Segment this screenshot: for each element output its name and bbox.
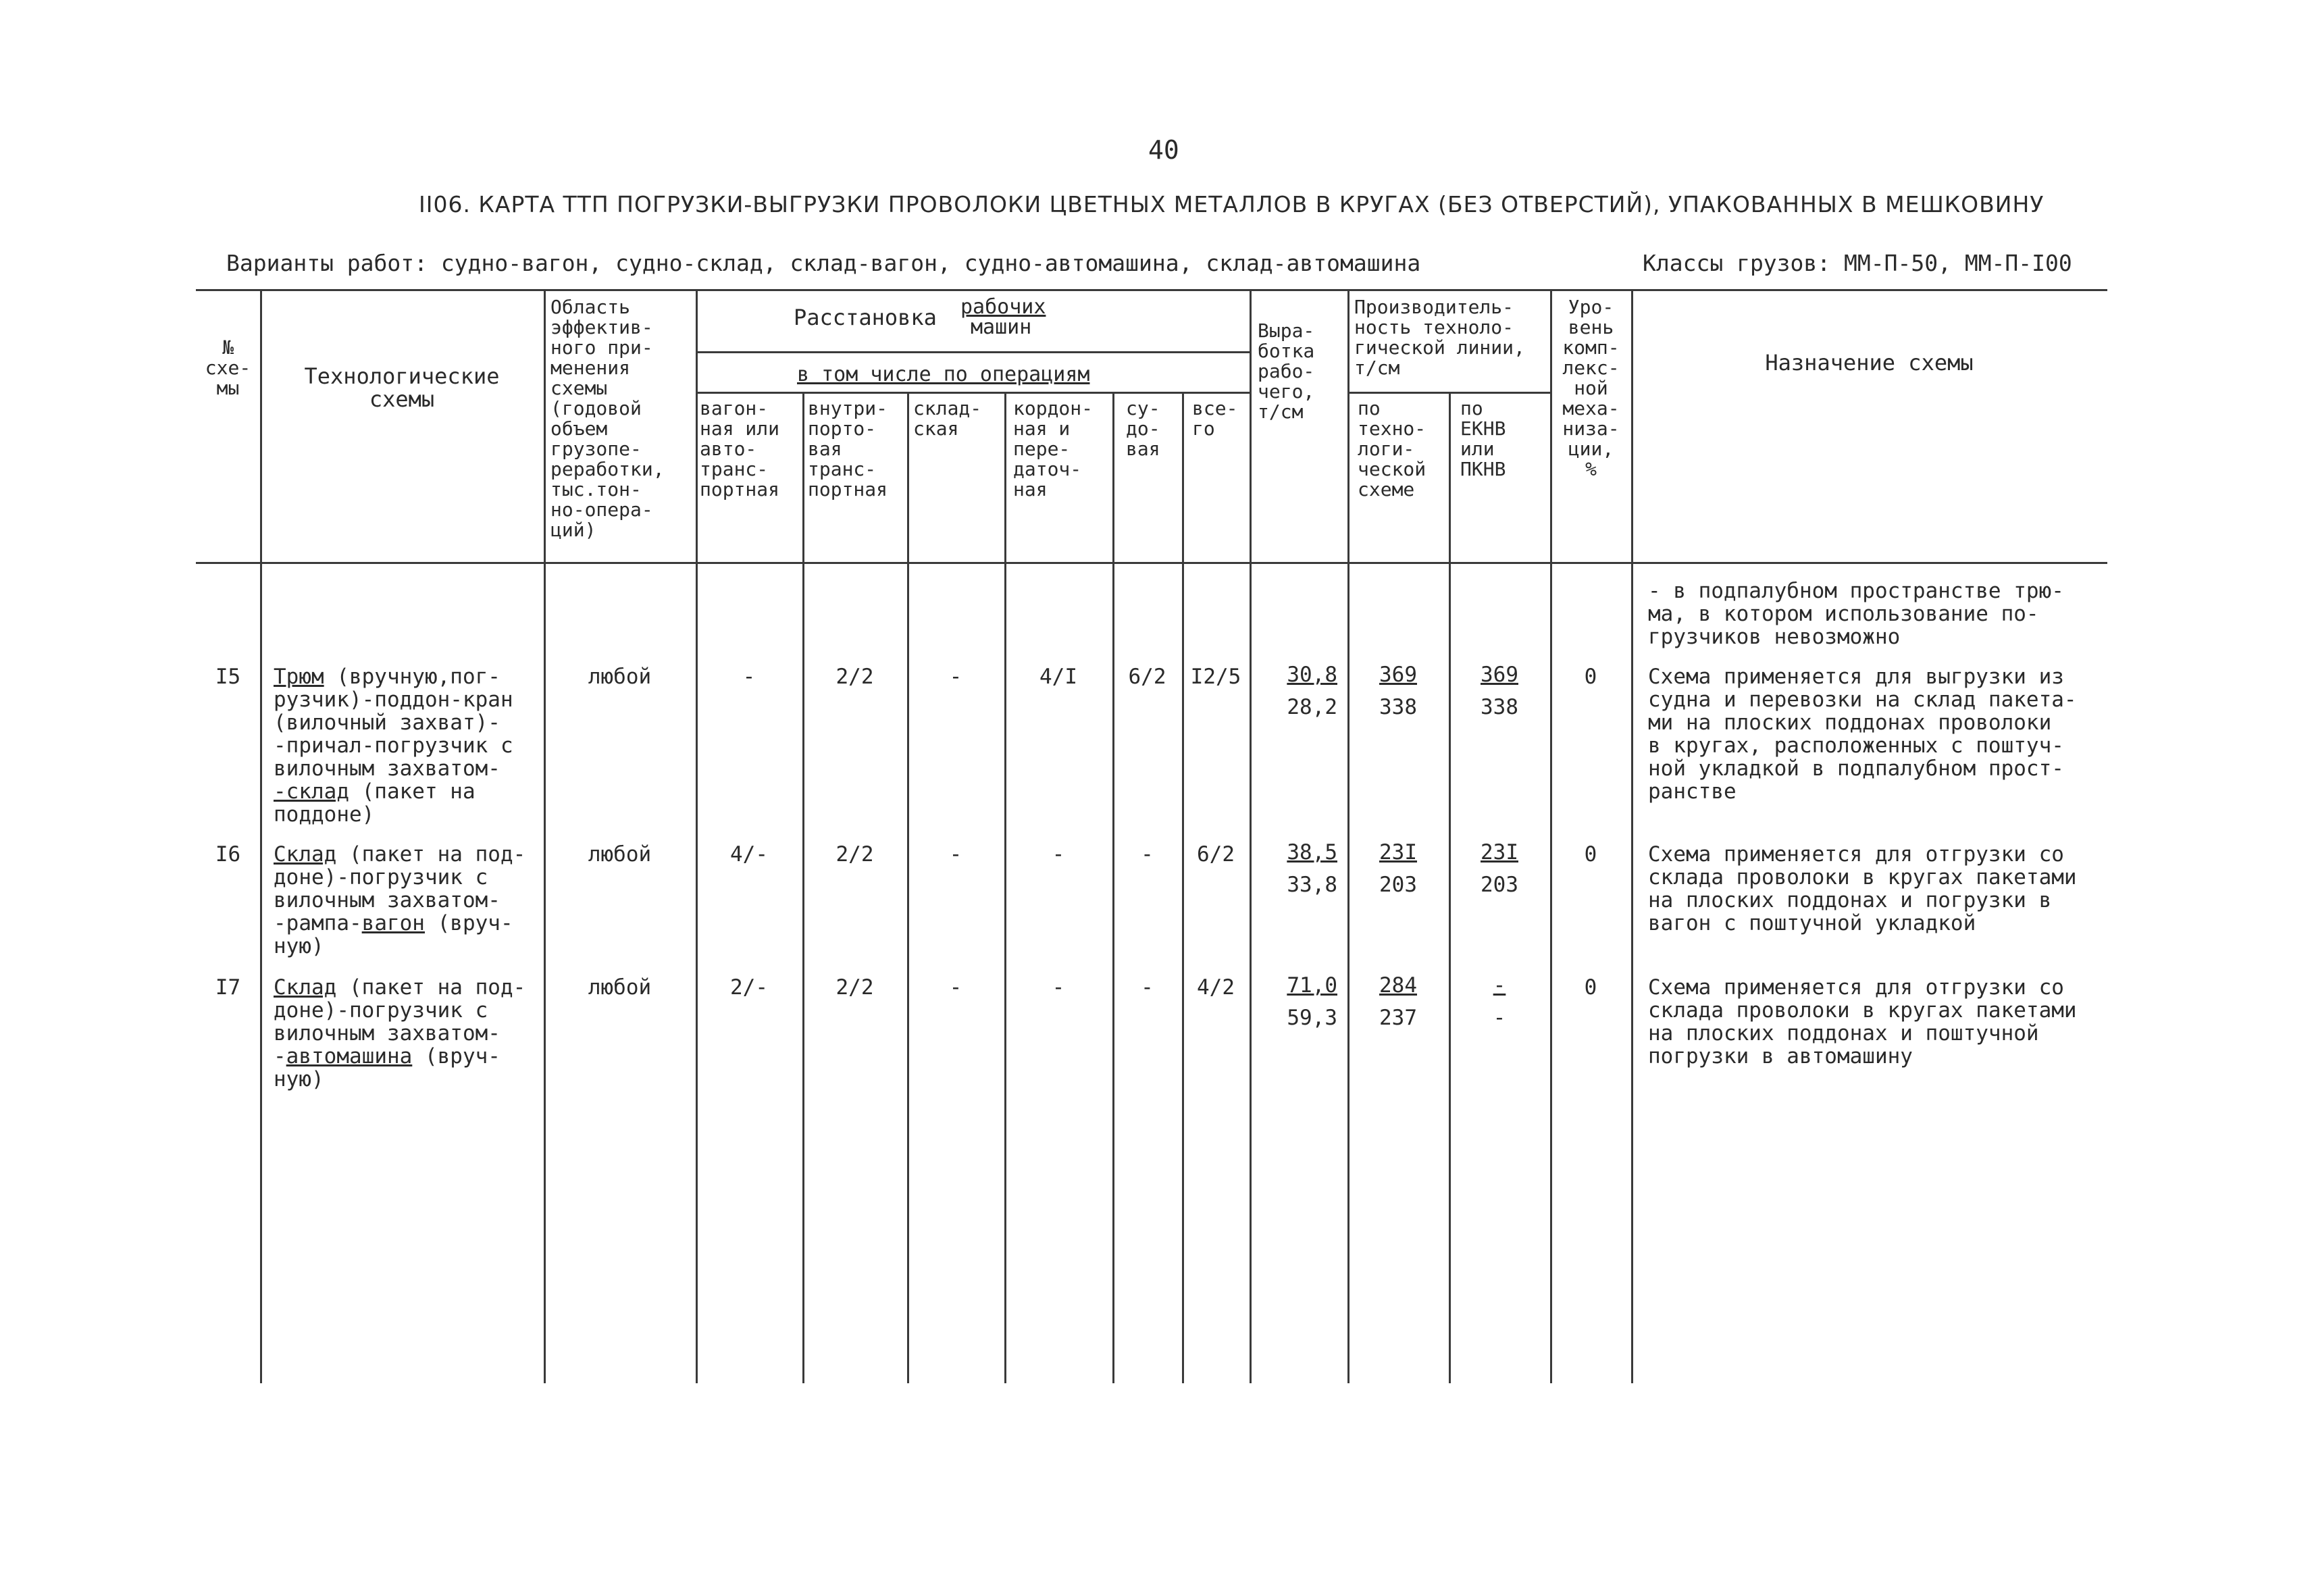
header-output: Выра- ботка рабо- чего, т/см bbox=[1258, 319, 1315, 423]
header-cordon: кордон- ная и пере- даточ- ная bbox=[1013, 397, 1094, 500]
row-productivity bbox=[1347, 659, 1449, 723]
row-mech: 0 bbox=[1584, 842, 1597, 867]
col-divider bbox=[1112, 392, 1114, 1383]
col-divider bbox=[696, 289, 698, 1383]
row-number: I5 bbox=[215, 665, 241, 689]
row-ship: - bbox=[1141, 975, 1154, 1000]
output-top: 30,8 bbox=[1287, 663, 1337, 687]
row-total: 4/2 bbox=[1197, 975, 1235, 1000]
operations-subrule bbox=[696, 392, 1250, 394]
row-warehouse: - bbox=[949, 975, 962, 1000]
cargo-classes: Классы грузов: ММ-П-50, ММ-П-I00 bbox=[1643, 250, 2072, 276]
header-machines: машин bbox=[971, 315, 1032, 339]
scheme-text: (вручную,пог- рузчик)-поддон-кран (вилочный захват)- -причал-погрузчик с вилочным захватом- bbox=[274, 665, 513, 781]
row-scheme bbox=[274, 976, 525, 1091]
col-divider bbox=[1004, 392, 1006, 1383]
page-number: 40 bbox=[1148, 135, 1179, 165]
ekhnv-top: 369 bbox=[1481, 663, 1518, 687]
row-area: любой bbox=[588, 665, 652, 689]
prod-top: 23I bbox=[1379, 840, 1417, 865]
header-purpose: Назначение схемы bbox=[1765, 350, 1974, 376]
row-scheme bbox=[274, 665, 513, 826]
header-by-ekhnv: по ЕКНВ или ПКНВ bbox=[1460, 397, 1506, 480]
row-intraport: 2/2 bbox=[835, 975, 874, 1000]
scheme-text-tail: (вруч- ную) bbox=[274, 1044, 500, 1091]
row-number: I7 bbox=[215, 975, 241, 1000]
header-workers: рабочих bbox=[960, 295, 1046, 319]
header-tech-schemes: Технологические схемы bbox=[304, 363, 500, 412]
row-output bbox=[1250, 969, 1337, 1034]
scheme-text-tail: (пакет на поддоне) bbox=[274, 779, 475, 827]
table-top-rule bbox=[196, 289, 2107, 291]
row-total: 6/2 bbox=[1197, 842, 1235, 867]
placement-subrule bbox=[696, 351, 1250, 353]
row-ekhnv bbox=[1449, 659, 1550, 723]
ekhnv-bottom: 338 bbox=[1481, 695, 1518, 719]
scheme-start-point: Склад bbox=[274, 842, 337, 867]
col-divider bbox=[1182, 392, 1184, 1383]
row-wagon: - bbox=[742, 665, 756, 689]
scheme-end-point: вагон bbox=[361, 911, 425, 935]
row-mech: 0 bbox=[1584, 975, 1597, 1000]
output-top: 38,5 bbox=[1287, 840, 1337, 865]
header-mech-level: Уро- вень комп- лекс- ной меха- низа- ции, % bbox=[1562, 296, 1620, 480]
prod-top: 369 bbox=[1379, 663, 1417, 687]
header-bottom-rule bbox=[196, 562, 2107, 564]
row-warehouse: - bbox=[949, 842, 962, 867]
row-intraport: 2/2 bbox=[835, 665, 874, 689]
row-warehouse: - bbox=[949, 665, 962, 689]
row-cordon: - bbox=[1052, 975, 1065, 1000]
row-purpose: Схема применяется для отгрузки со склада проволоки в кругах пакетами на плоских поддонах и погрузки в вагон с поштучной укладкой bbox=[1648, 842, 2077, 935]
output-bottom: 28,2 bbox=[1287, 695, 1337, 719]
header-ship: су- до- вая bbox=[1126, 397, 1160, 460]
col-divider bbox=[802, 392, 804, 1383]
prod-top: 284 bbox=[1379, 973, 1417, 998]
header-wagon: вагон- ная или авто- транс- портная bbox=[700, 397, 780, 500]
purpose-continuation: - в подпалубном пространстве трю- ма, в котором использование по- грузчиков невозможно bbox=[1648, 579, 2064, 649]
scheme-text: (пакет на под- доне)-погрузчик с вилочным захватом- - bbox=[274, 975, 526, 1069]
header-intraport: внутри- порто- вая транс- портная bbox=[808, 397, 888, 500]
header-productivity: Производитель- ность техноло- гической линии, т/см bbox=[1354, 296, 1525, 379]
scheme-end-point: автомашина bbox=[286, 1044, 413, 1069]
row-ekhnv bbox=[1449, 969, 1550, 1034]
prod-bottom: 203 bbox=[1379, 873, 1417, 897]
document-title: II06. КАРТА ТТП ПОГРУЗКИ-ВЫГРУЗКИ ПРОВОЛОКИ ЦВЕТНЫХ МЕТАЛЛОВ В КРУГАХ (БЕЗ ОТВЕРСТИЙ), УПАКОВАННЫХ В МЕШКОВИНУ bbox=[419, 191, 2045, 217]
ekhnv-bottom: 203 bbox=[1481, 873, 1518, 897]
scheme-start-point: Трюм bbox=[274, 665, 324, 689]
row-output bbox=[1250, 659, 1337, 723]
header-scheme-no: № схе- мы bbox=[205, 336, 251, 399]
work-variants: Варианты работ: судно-вагон, судно-склад, склад-вагон, судно-автомашина, склад-автомашина bbox=[226, 250, 1421, 276]
output-top: 71,0 bbox=[1287, 973, 1337, 998]
row-ship: 6/2 bbox=[1128, 665, 1166, 689]
row-total: I2/5 bbox=[1190, 665, 1241, 689]
output-bottom: 59,3 bbox=[1287, 1006, 1337, 1030]
header-placement: Расстановка bbox=[794, 305, 937, 330]
row-area: любой bbox=[588, 842, 652, 867]
row-area: любой bbox=[588, 975, 652, 1000]
row-ekhnv bbox=[1449, 836, 1550, 901]
scheme-start-point: Склад bbox=[274, 975, 337, 1000]
header-by-tech: по техно- логи- ческой схеме bbox=[1358, 397, 1426, 500]
header-warehouse: склад- ская bbox=[913, 397, 982, 440]
row-wagon: 4/- bbox=[730, 842, 768, 867]
row-intraport: 2/2 bbox=[835, 842, 874, 867]
scheme-text-tail: (вруч- ную) bbox=[274, 911, 513, 958]
row-cordon: 4/I bbox=[1039, 665, 1077, 689]
ekhnv-top: - bbox=[1493, 973, 1506, 998]
row-productivity bbox=[1347, 836, 1449, 901]
ekhnv-bottom: - bbox=[1493, 1006, 1506, 1030]
row-purpose: Схема применяется для выгрузки из судна и перевозки на склад пакета- ми на плоских поддонах проволоки в кругах, расположенных с поштуч- ной укладкой в подпалубном прост- ранстве bbox=[1648, 665, 2077, 804]
ekhnv-top: 23I bbox=[1481, 840, 1518, 865]
header-area: Область эффектив- ного при- менения схемы (годовой объем грузопе- реработки, тыс.тон- но-опера- ций) bbox=[550, 296, 665, 541]
header-total: все- го bbox=[1192, 397, 1238, 440]
row-wagon: 2/- bbox=[730, 975, 768, 1000]
col-divider bbox=[1631, 289, 1633, 1383]
output-bottom: 33,8 bbox=[1287, 873, 1337, 897]
scheme-end-point: -склад bbox=[274, 779, 349, 804]
row-cordon: - bbox=[1052, 842, 1065, 867]
scheme-text: (пакет на под- доне)-погрузчик с вилочным захватом- -рампа- bbox=[274, 842, 526, 935]
col-divider bbox=[907, 392, 909, 1383]
row-ship: - bbox=[1141, 842, 1154, 867]
row-number: I6 bbox=[215, 842, 241, 867]
row-mech: 0 bbox=[1584, 665, 1597, 689]
col-divider bbox=[544, 289, 546, 1383]
row-scheme bbox=[274, 843, 525, 958]
prod-bottom: 338 bbox=[1379, 695, 1417, 719]
col-divider bbox=[260, 289, 262, 1383]
prod-bottom: 237 bbox=[1379, 1006, 1417, 1030]
row-productivity bbox=[1347, 969, 1449, 1034]
header-by-operations: в том числе по операциям bbox=[797, 363, 1090, 386]
row-purpose: Схема применяется для отгрузки со склада проволоки в кругах пакетами на плоских поддонах и поштучной погрузки в автомашину bbox=[1648, 975, 2077, 1069]
row-output bbox=[1250, 836, 1337, 901]
